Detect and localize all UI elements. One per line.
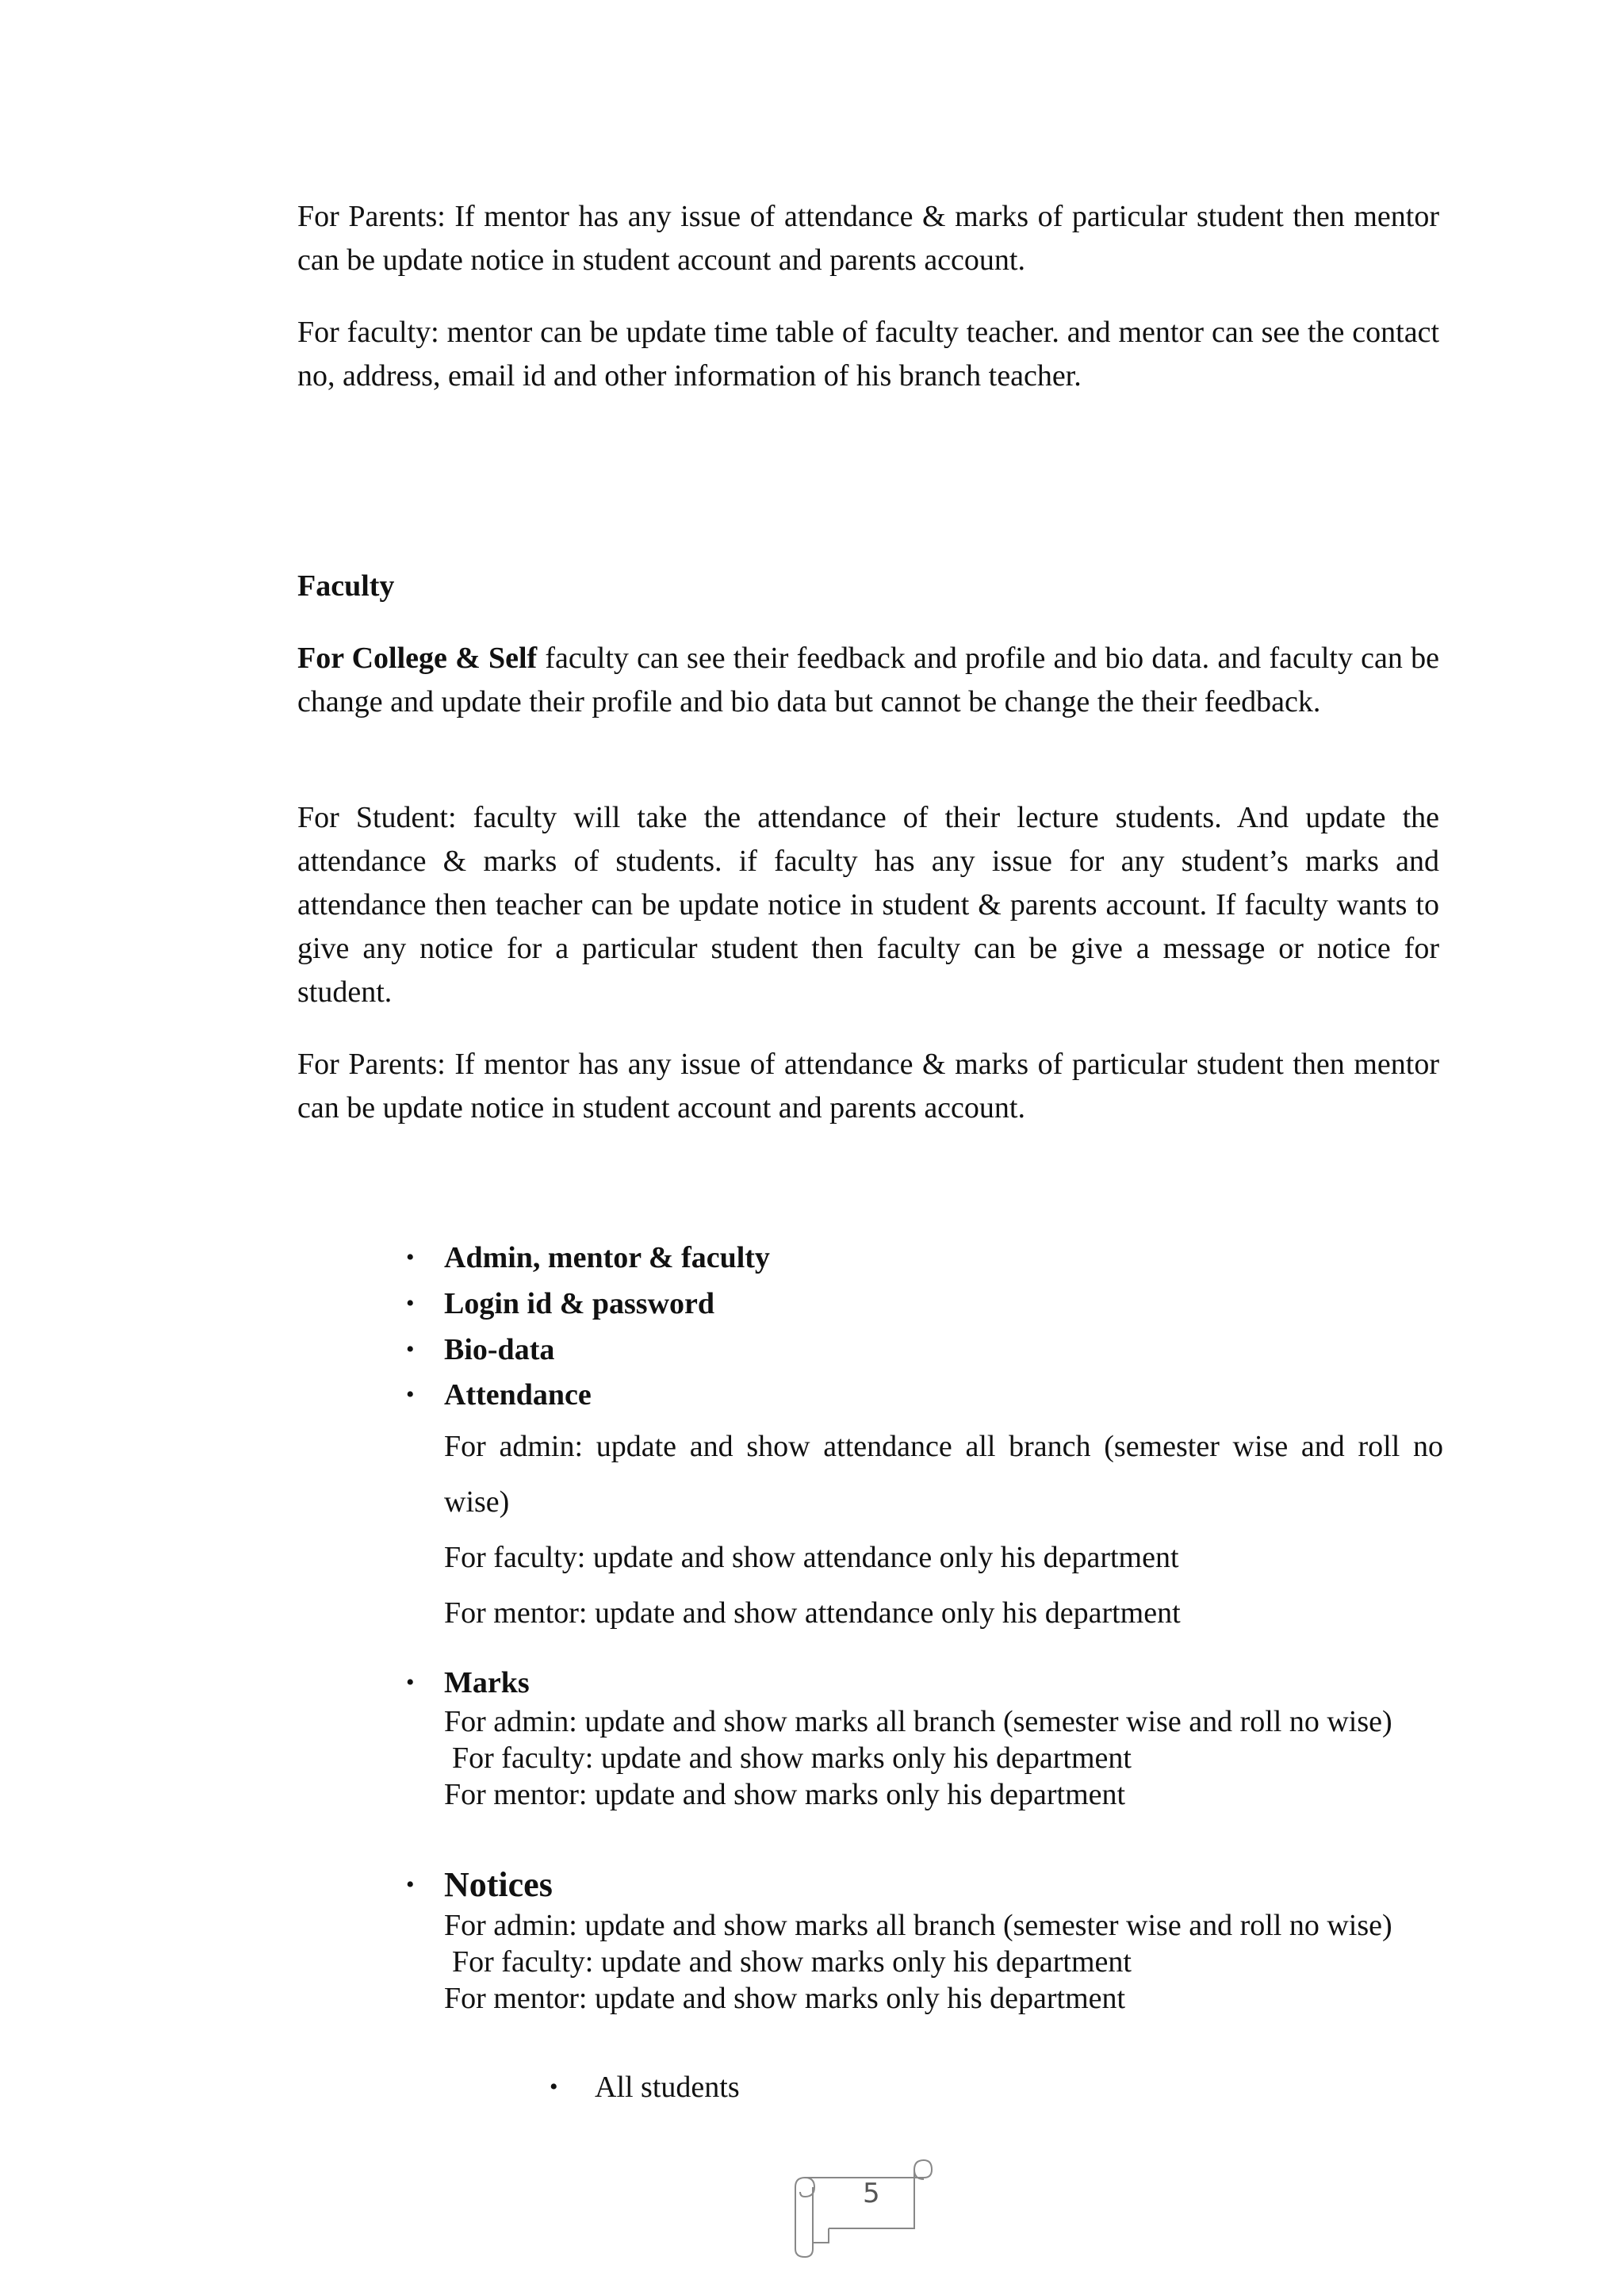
notices-faculty-text: For faculty: update and show marks only his department [452,1945,1132,1979]
section-heading-faculty: Faculty [297,569,395,603]
bullet-icon: • [406,1290,415,1316]
paragraph-college-self [297,637,1439,724]
bullet-icon: • [406,1872,415,1898]
notices-admin-text: For admin: update and show marks all branch (semester wise and roll no wise) [444,1909,1392,1942]
college-self-lead: For College & Self [297,642,538,675]
bullet-icon: • [406,1669,415,1695]
list-item-title: Admin, mentor & faculty [444,1241,770,1274]
list-item-title: Login id & password [444,1287,715,1320]
notices-mentor-text: For mentor: update and show marks only his department [444,1982,1126,2015]
bullet-icon: • [550,2074,558,2100]
bullet-icon: • [406,1381,415,1408]
college-self-text: faculty can see their feedback and profile and bio data. and faculty can be change and update their profile and bio data but cannot be change the their feedback. [297,642,1439,718]
attendance-mentor-text: For mentor: update and show attendance only his department [444,1596,1181,1630]
list-item-title: Notices [444,1865,553,1904]
attendance-faculty-text: For faculty: update and show attendance only his department [444,1541,1179,1574]
list-item [406,1332,1443,1367]
bullet-icon: • [406,1244,415,1270]
list-item-title: Marks [444,1666,530,1699]
attendance-admin-text: For admin: update and show attendance all branch (semester wise and roll no wise) [444,1430,1443,1519]
list-item-title: Attendance [444,1378,592,1412]
paragraph-for-student: For Student: faculty will take the attendance of their lecture students. And update the attendance & marks of students. if faculty has any issue for any student’s marks and attendance then teacher can be update notice in student & parents account. If faculty wants to give any notice for a particular student then faculty can be give a message or notice for student. [297,801,1439,1009]
list-item-attendance [406,1377,1443,1641]
list-item-notices [406,1865,1443,2017]
list-item [406,1286,1443,1321]
nested-list-item [550,2070,740,2105]
nested-item-text: All students [595,2071,740,2104]
list-item-title: Bio-data [444,1333,555,1366]
list-item-marks [406,1665,1443,1813]
marks-faculty-text: For faculty: update and show marks only his department [452,1741,1132,1775]
bullet-icon: • [406,1336,415,1362]
page-number: 5 [863,2178,880,2209]
list-item [406,1240,1443,1275]
paragraph-parents-mentor: For Parents: If mentor has any issue of attendance & marks of particular student then mentor can be update notice in student account and parents account. [297,200,1439,277]
paragraph-faculty-mentor: For faculty: mentor can be update time table of faculty teacher. and mentor can see the contact no, address, email id and other information of his branch teacher. [297,316,1439,393]
marks-admin-text: For admin: update and show marks all branch (semester wise and roll no wise) [444,1705,1392,1738]
paragraph-for-parents: For Parents: If mentor has any issue of attendance & marks of particular student then mentor can be update notice in student account and parents account. [297,1048,1439,1125]
marks-mentor-text: For mentor: update and show marks only his department [444,1778,1126,1811]
